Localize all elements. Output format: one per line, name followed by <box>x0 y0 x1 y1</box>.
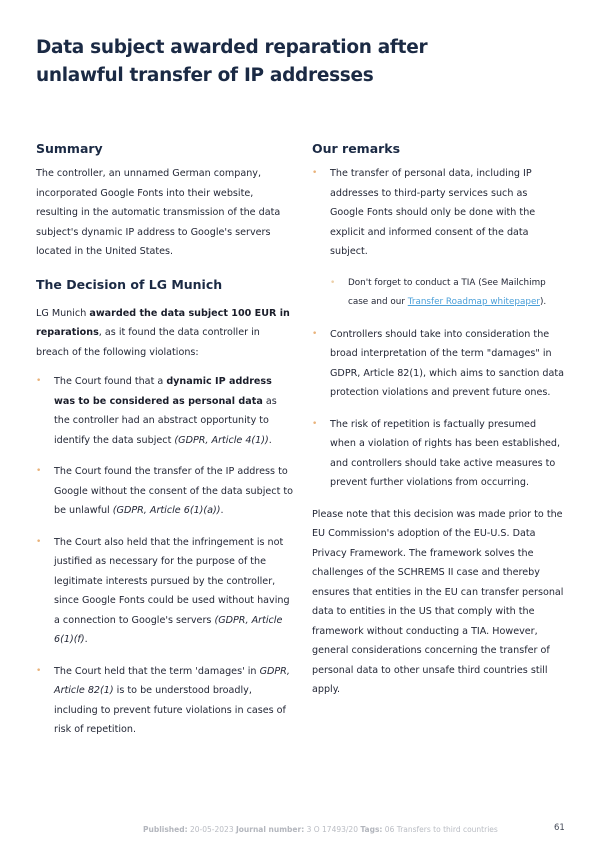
decision-item <box>36 662 294 740</box>
remark-text: Controllers should take into consideration the broad interpretation of the term "damages" in GDPR, Article 82(1), which aims to sanction data protection violations and prevent future ones. <box>330 328 564 398</box>
decision-intro-prefix: LG Munich <box>36 307 90 319</box>
remarks-list <box>312 164 564 493</box>
remark-subitem <box>312 274 564 313</box>
bullet-icon: • <box>312 168 318 178</box>
item-text: The Court also held that the infringement is not justified as necessary for the purpose of the legitimate interests pursued by the controller, since Google Fonts could be used without having a connection to Google's servers <box>54 536 290 626</box>
decision-intro-bold: awarded the data subject 100 EUR in reparations <box>36 307 290 338</box>
summary-heading: Summary <box>36 141 103 156</box>
decision-item <box>36 462 294 521</box>
remark-text: Don't forget to conduct a TIA (See Mailchimp case and our <box>348 277 546 307</box>
decision-heading: The Decision of LG Munich <box>36 276 223 292</box>
item-text: The Court found that a <box>54 376 167 387</box>
remark-text: The risk of repetition is factually presumed when a violation of rights has been established, and controllers should take active measures to prevent further violations from occurring. <box>330 418 561 488</box>
bullet-icon: • <box>36 536 42 547</box>
remark-item <box>312 325 564 403</box>
item-text: The Court found the transfer of the IP address to Google without the consent of the data subject to be unlawful <box>54 466 294 516</box>
item-text: The Court held that the term 'damages' in <box>54 665 260 677</box>
decision-list <box>36 372 294 740</box>
tags-label: Tags: <box>360 825 383 834</box>
remark-text: The transfer of personal data, including IP addresses to third-party services such as Google Fonts should only be done with the explicit and informed consent of the data subject. <box>330 168 536 257</box>
item-citation: (GDPR, Article 6(1)(a)) <box>112 505 221 516</box>
item-text: as the controller had an abstract opportunity to identify the data subject <box>54 395 277 446</box>
item-text: . <box>220 505 224 516</box>
footer-metadata <box>143 825 498 834</box>
page-number: 61 <box>554 823 565 833</box>
decision-item <box>36 372 294 450</box>
item-text: . <box>84 634 88 645</box>
item-bold: dynamic IP address was to be considered as personal data <box>54 376 272 407</box>
item-citation: GDPR, Article 82(1) <box>54 665 290 696</box>
item-citation: (GDPR, Article 6(1)(f) <box>54 614 283 645</box>
published-label: Published: <box>143 825 188 834</box>
right-column <box>312 140 564 700</box>
decision-item <box>36 533 294 650</box>
journal-value: 3 O 17493/20 <box>306 825 358 834</box>
page-title: Data subject awarded reparation after unlawful transfer of IP addresses <box>36 37 428 86</box>
remark-text: ). <box>540 297 547 307</box>
remark-item <box>312 164 564 262</box>
tags-value: 06 Transfers to third countries <box>384 825 498 834</box>
item-citation: (GDPR, Article 4(1)) <box>174 434 269 446</box>
remarks-note: Please note that this decision was made prior to the EU Commission's adoption of the EU-U.S. Data Privacy Framework. The framework solves the challenges of the SCHREMS II case and thereby ensures that entities in the EU can transfer personal data to entities in the US that comply with the framework without conducting a TIA. However, general considerations concerning the transfer of personal data to other unsafe third countries still apply. <box>312 508 564 695</box>
bullet-icon: • <box>330 277 336 288</box>
summary-text: The controller, an unnamed German company, incorporated Google Fonts into their website, resulting in the automatic transmission of the data subject's dynamic IP address to Google's servers located in the United States. <box>36 168 281 257</box>
transfer-roadmap-link[interactable]: Transfer Roadmap whitepaper <box>407 297 540 307</box>
bullet-icon: • <box>312 418 318 429</box>
bullet-icon: • <box>36 376 42 386</box>
item-text: . <box>268 434 272 446</box>
bullet-icon: • <box>36 665 42 676</box>
remarks-heading: Our remarks <box>312 141 401 156</box>
published-value: 20-05-2023 <box>190 825 234 834</box>
journal-label: Journal number: <box>235 825 305 834</box>
decision-intro <box>36 304 294 363</box>
decision-intro-suffix: , as it found the data controller in breach of the following violations: <box>36 327 260 358</box>
bullet-icon: • <box>36 466 42 476</box>
item-text: is to be understood broadly, including to prevent future violations in cases of risk of repetition. <box>54 685 286 735</box>
bullet-icon: • <box>312 328 318 339</box>
remark-item <box>312 415 564 493</box>
left-column <box>36 140 294 752</box>
